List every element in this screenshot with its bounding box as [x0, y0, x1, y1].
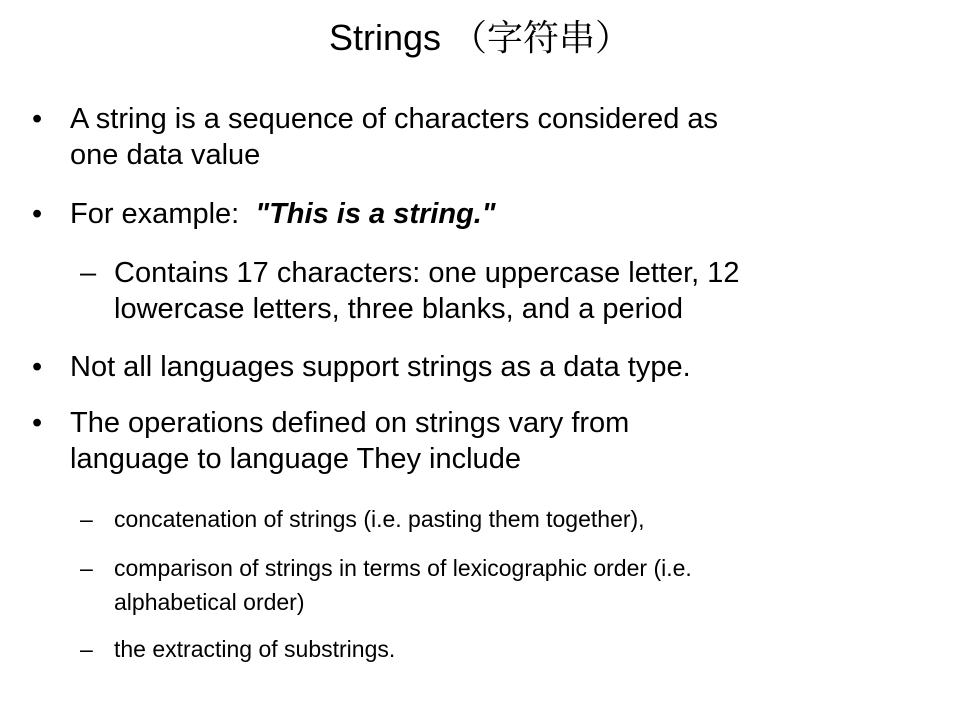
dash-marker: –: [80, 257, 97, 289]
sub-item-character-count: [80, 255, 940, 327]
sub-item-substrings: [80, 632, 940, 666]
bullet-item-operations: [32, 405, 932, 477]
bullet-marker: •: [32, 351, 43, 383]
example-prefix: For example:: [70, 198, 256, 230]
bullet-marker: •: [32, 198, 43, 230]
bullet-item-example: [32, 196, 932, 232]
dash-marker: –: [80, 506, 93, 532]
example-string: "This is a string.": [255, 198, 496, 230]
bullet-text-line: Not all languages support strings as a data type.: [70, 351, 691, 383]
sub-text-line: concatenation of strings (i.e. pasting them together),: [114, 506, 645, 532]
sub-text-line: comparison of strings in terms of lexicographic order (i.e.: [114, 555, 692, 581]
bullet-item-language-support: [32, 349, 932, 385]
sub-item-comparison: [80, 551, 940, 619]
sub-text-line: alphabetical order): [114, 589, 305, 615]
slide-title: Strings （字符串）: [328, 17, 632, 58]
bullet-text-line: [70, 196, 496, 232]
sub-text-line: the extracting of substrings.: [114, 636, 396, 662]
bullet-text-line: The operations defined on strings vary from: [70, 407, 630, 439]
dash-marker: –: [80, 636, 93, 662]
sub-item-concatenation: [80, 502, 940, 536]
bullet-text-line: one data value: [70, 139, 261, 171]
dash-marker: –: [80, 555, 93, 581]
bullet-marker: •: [32, 103, 43, 135]
bullet-marker: •: [32, 407, 43, 439]
sub-text-line: lowercase letters, three blanks, and a period: [114, 293, 684, 325]
bullet-item-definition: [32, 101, 932, 173]
bullet-text-line: language to language They include: [70, 443, 521, 475]
sub-text-line: Contains 17 characters: one uppercase letter, 12: [114, 257, 740, 289]
bullet-text-line: A string is a sequence of characters considered as: [70, 103, 719, 135]
